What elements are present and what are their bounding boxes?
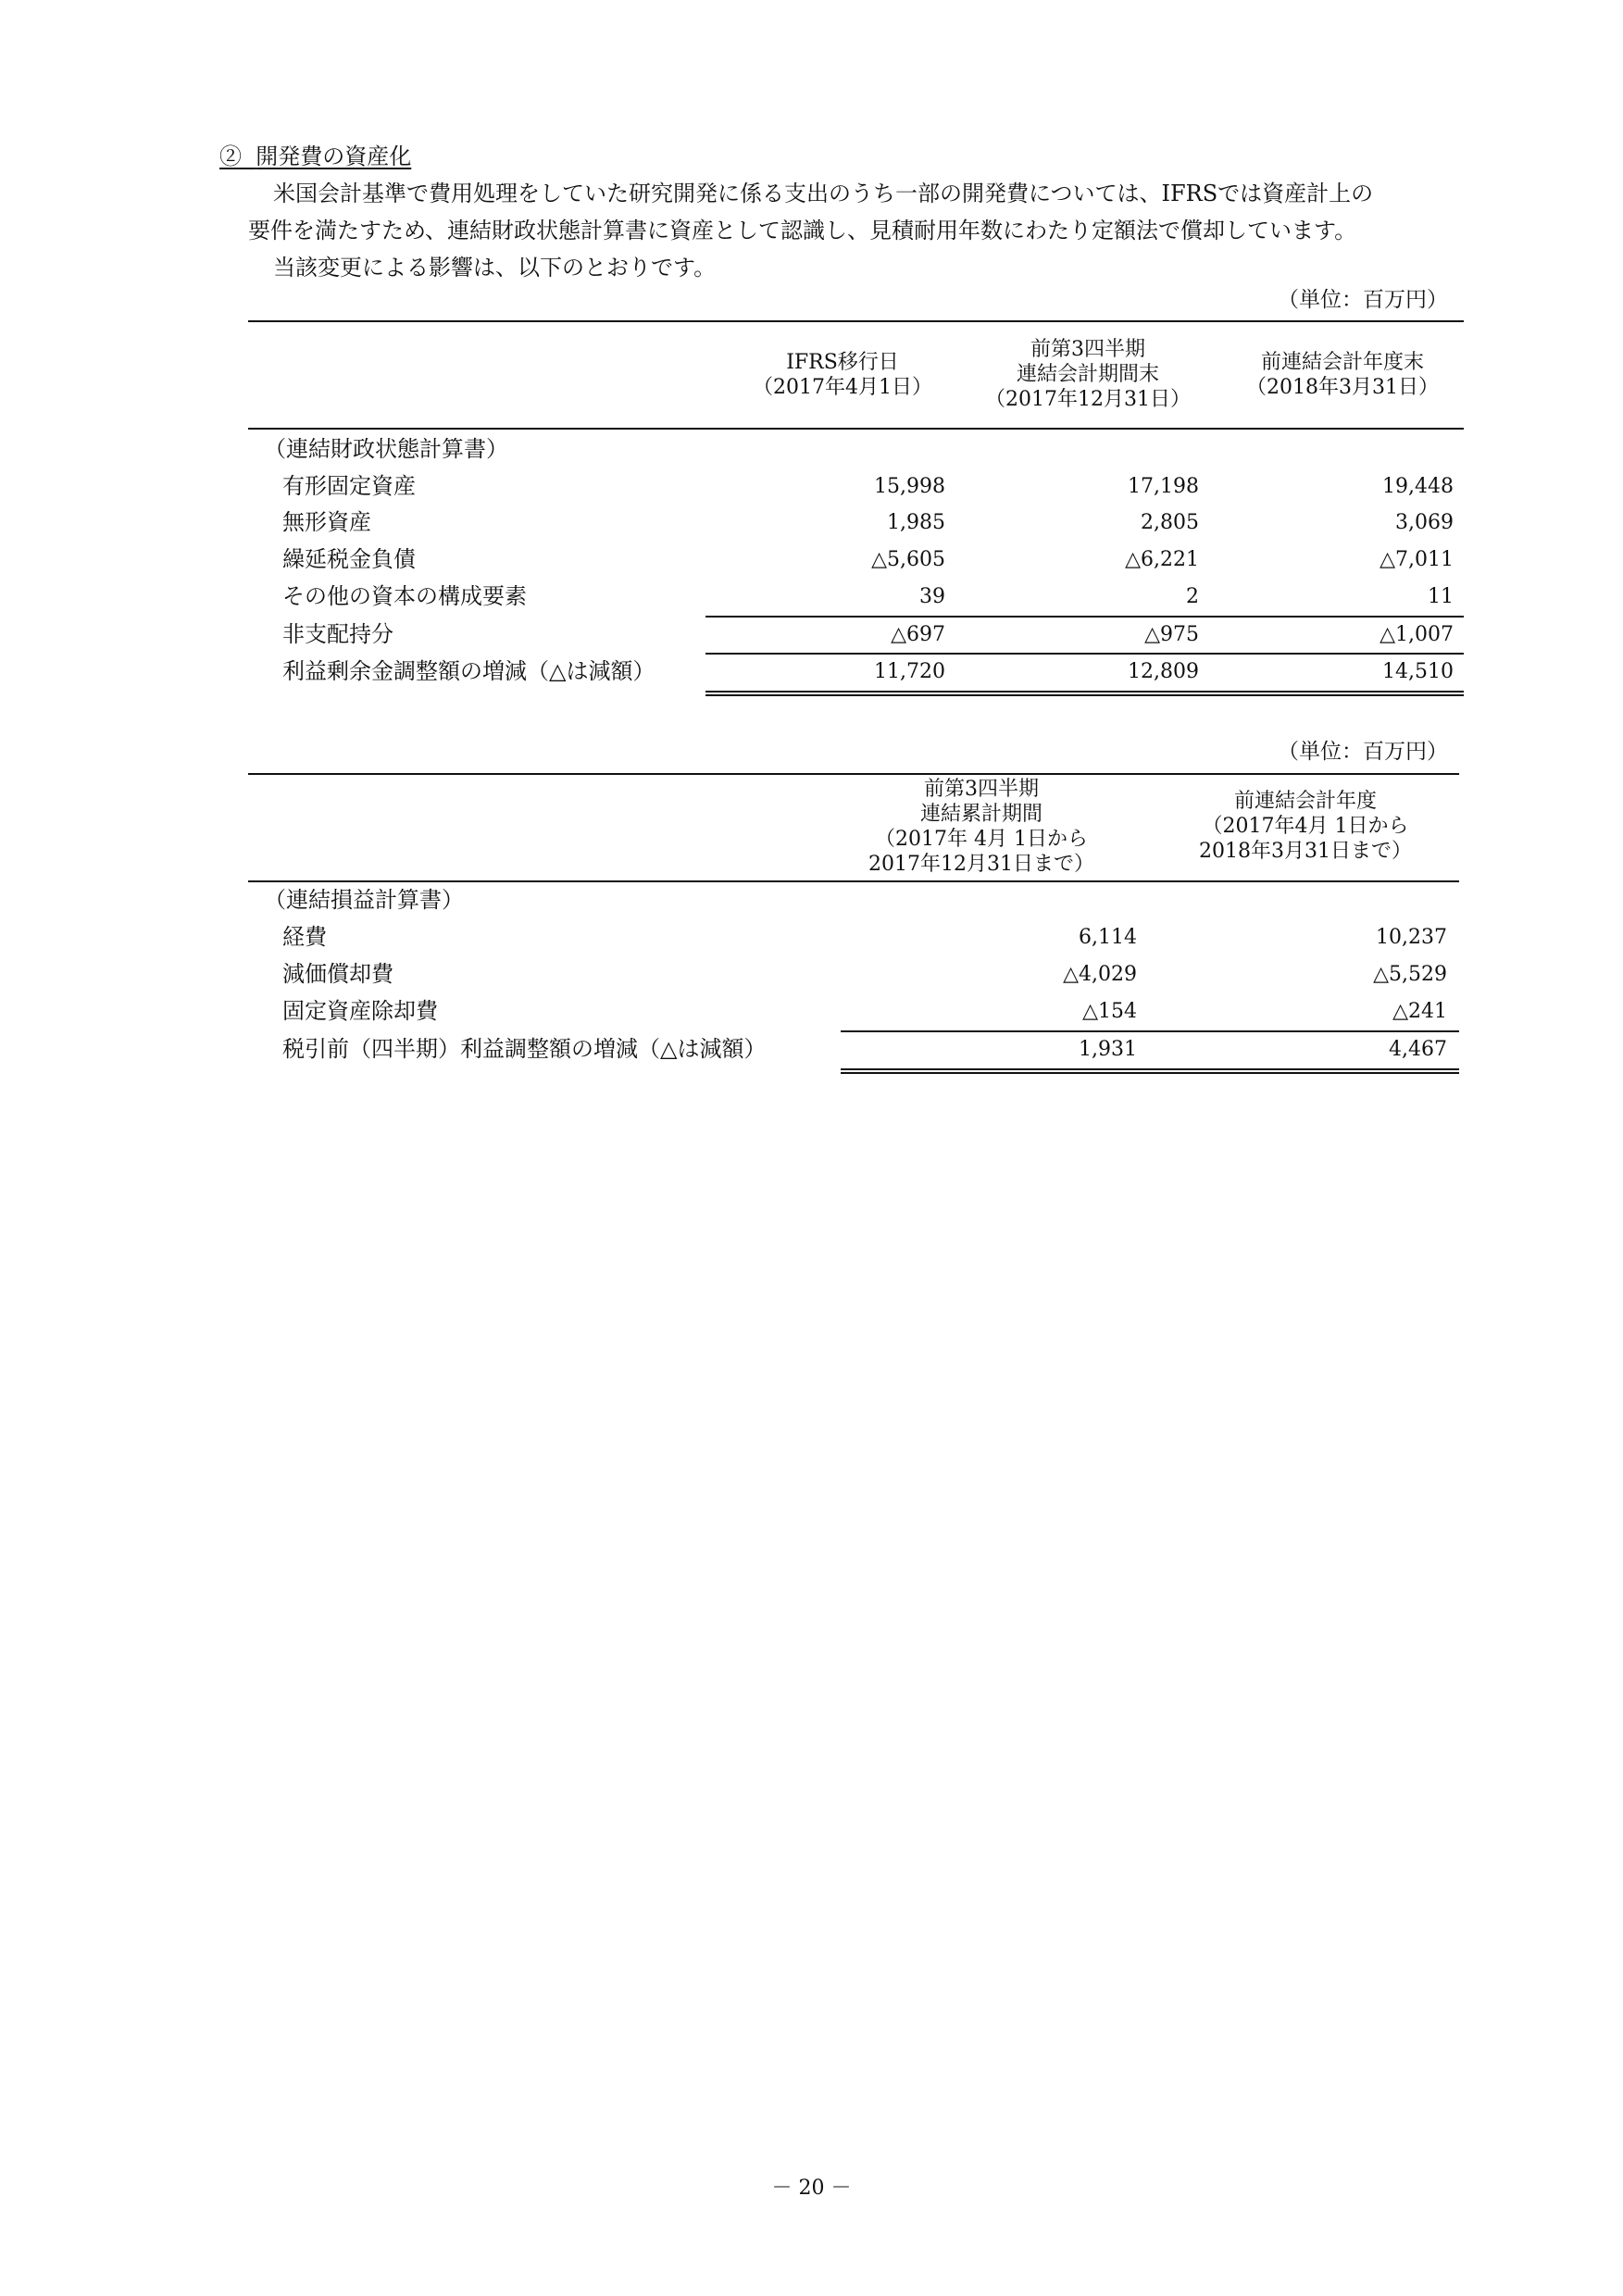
section-title: 開発費の資産化 [256,144,412,169]
table2-cell: △5,529 [1373,963,1447,986]
table2-cell: 1,931 [1079,1038,1137,1061]
table1-cell: 2,805 [1141,511,1199,534]
paragraph-line-1: 米国会計基準で費用処理をしていた研究開発に係る支出のうち一部の開発費については、IFRSでは資産計上の [273,181,1374,206]
table1-cell: 39 [919,585,945,608]
table1-col-header-1: IFRS移行日 （2017年4月1日） [753,351,932,399]
table1-cell: 2 [1186,585,1199,608]
table2-cell: △241 [1392,1000,1447,1023]
table2-cell: △4,029 [1063,963,1137,986]
table1-row-label: 繰延税金負債 [282,546,416,572]
table1-row-label: 非支配持分 [282,621,393,647]
table2-section-label: （連結損益計算書） [264,887,464,913]
table1-row-label: 利益剰余金調整額の増減（△は減額） [282,658,655,684]
table1-cell: △1,007 [1380,623,1454,646]
paragraph-line-2: 要件を満たすため、連結財政状態計算書に資産として認識し、見積耐用年数にわたり定額法で償却しています。 [248,218,1357,243]
section-heading [219,145,411,168]
table1-cell: 3,069 [1395,511,1454,534]
table2-row-label: 税引前（四半期）利益調整額の増減（△は減額） [282,1036,767,1062]
table2-top-rule [248,773,1459,775]
table2-cell: 4,467 [1389,1038,1447,1061]
table2-total-rule [841,1030,1459,1032]
table1-row-label: 有形固定資産 [282,473,416,499]
table2-row-label: 経費 [282,924,327,950]
section-number: ② [219,144,242,169]
table1-double-underline [705,691,1464,696]
table1-cell: △697 [891,623,945,646]
table2-double-underline [841,1068,1459,1074]
table2-row-label: 減価償却費 [282,961,393,987]
table1-total-rule [705,653,1464,655]
table1-section-label: （連結財政状態計算書） [264,436,508,462]
table1-cell: 11,720 [874,660,945,683]
table2-unit-label: （単位：百万円） [1278,740,1448,764]
table2-cell: 6,114 [1079,926,1137,949]
table1-cell: 15,998 [874,475,945,498]
table2-cell: 10,237 [1376,926,1447,949]
table2-header-rule [248,880,1459,882]
table2-cell: △154 [1082,1000,1137,1023]
table1-cell: △5,605 [871,548,945,571]
table1-cell: 19,448 [1382,475,1454,498]
page-number: － 20 － [771,2177,852,2200]
paragraph-line-3: 当該変更による影響は、以下のとおりです。 [273,255,717,281]
table1-cell: 1,985 [887,511,945,534]
table1-cell: 12,809 [1128,660,1199,683]
table1-header-rule [248,428,1464,430]
table1-top-rule [248,320,1464,322]
table2-col-header-1: 前第3四半期 連結累計期間 （2017年 4月 1日から 2017年12月31日まで） [868,778,1094,876]
table1-row-label: その他の資本の構成要素 [282,583,527,609]
table1-col-header-3: 前連結会計年度末 （2018年3月31日） [1246,351,1439,399]
table2-row-label: 固定資産除却費 [282,998,438,1024]
table1-cell: △7,011 [1380,548,1454,571]
table2-col-header-2: 前連結会計年度 （2017年4月 1日から 2018年3月31日まで） [1199,790,1412,863]
table1-cell: 14,510 [1382,660,1454,683]
table1-cell: 17,198 [1128,475,1199,498]
table1-cell: △975 [1144,623,1199,646]
table1-row-label: 無形資産 [282,509,371,535]
table1-subtotal-rule [705,616,1464,618]
table1-unit-label: （単位：百万円） [1278,288,1448,312]
table1-col-header-2: 前第3四半期 連結会計期間末 （2017年12月31日） [985,338,1191,411]
table1-cell: △6,221 [1125,548,1199,571]
table1-cell: 11 [1428,585,1454,608]
